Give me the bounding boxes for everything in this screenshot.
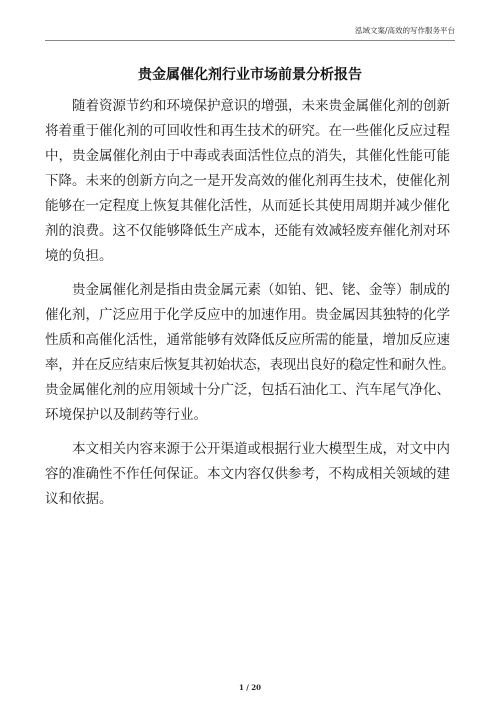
- paragraph-line: 议和依据。: [45, 491, 113, 507]
- paragraph-line: 随着资源节约和环境保护意识的增强，未来贵金属催化剂的创新: [45, 98, 450, 114]
- paragraph-line: 将着重于催化剂的可回收性和再生技术的研究。在一些催化反应过程: [45, 123, 450, 139]
- paragraph-line: 催化剂，广泛应用于化学反应中的加速作用。贵金属因其独特的化学: [45, 307, 450, 323]
- paragraph-3: [45, 437, 455, 512]
- document-body: [45, 94, 455, 521]
- document-title: 贵金属催化剂行业市场前景分析报告: [138, 67, 362, 83]
- paragraph-2: [45, 278, 455, 428]
- paragraph-line: 性质和高催化活性，通常能够有效降低反应所需的能量，增加反应速: [45, 332, 450, 348]
- paragraph-line: 能够在一定程度上恢复其催化活性，从而延长其使用周期并减少催化: [45, 198, 450, 214]
- paragraph-line: 贵金属催化剂的应用领域十分广泛，包括石油化工、汽车尾气净化、: [45, 382, 450, 398]
- header-divider: [45, 40, 455, 41]
- paragraph-line: 本文相关内容来源于公开渠道或根据行业大模型生成，对文中内: [45, 441, 450, 457]
- page-number: 1 / 20: [238, 683, 262, 692]
- paragraph-line: 中，贵金属催化剂由于中毒或表面活性位点的消失，其催化性能可能: [45, 148, 450, 164]
- paragraph-line: 环境保护以及制药等行业。: [45, 407, 207, 423]
- paragraph-line: 容的准确性不作任何保证。本文内容仅供参考，不构成相关领域的建: [45, 466, 450, 482]
- paragraph-line: 率，并在反应结束后恢复其初始状态，表现出良好的稳定性和耐久性。: [45, 357, 455, 373]
- paragraph-line: 剂的浪费。这不仅能够降低生产成本，还能有效减轻废弃催化剂对环: [45, 223, 450, 239]
- paragraph-line: 贵金属催化剂是指由贵金属元素（如铂、钯、铑、金等）制成的: [45, 282, 450, 298]
- paragraph-line: 境的负担。: [45, 248, 113, 264]
- header-brand-text: 泓域文案/高效的写作服务平台: [354, 26, 455, 35]
- paragraph-1: [45, 94, 455, 269]
- paragraph-line: 下降。未来的创新方向之一是开发高效的催化剂再生技术，使催化剂: [45, 173, 450, 189]
